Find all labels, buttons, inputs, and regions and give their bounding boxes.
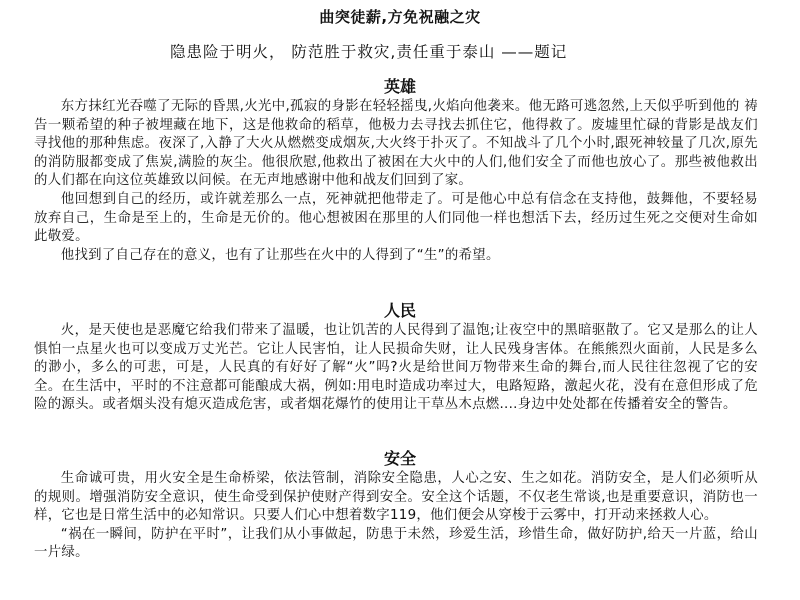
paragraph: 东方抹红光吞噬了无际的昏黑,火光中,孤寂的身影在轻轻摇曳,火焰向他袭来。他无路可逃忽然,上天似乎听到他的 祷告一颗希望的种子被埋藏在地下，这是他救命的稻草，他极力去寻找去抓住它，他得救了。废墟里忙碌的背影是战友们寻找他的那种焦虑。夜深了,入静了大火从燃燃变成烟灰,大火终于扑灭了。不知战斗了几个小时,跟死神较量了几次,原先的消防服都变成了焦炭,满脸的灰尘。他很欣慰,他救出了被困在大火中的人们,他们安全了而他也放心了。那些被他救出的人们都在向这位英雄致以问候。在无声地感谢中他和战友们回到了家。 [34,99,758,189]
paragraph: 他找到了自己存在的意义，也有了让那些在火中的人得到了“生”的希望。 [60,247,500,263]
paragraph: 生命诚可贵，用火安全是生命桥梁，依法管制，消除安全隐患，人心之安、生之如花。消防安全，是人们必须听从的规则。增强消防安全意识，使生命受到保护使财产得到安全。安全这个话题，不仅老生常谈,也是重要意识，消防也一样，它也是日常生活中的必知常识。只要人们心中想着数字119，他们便会从穿梭于云雾中，打开动来拯救人心。 [34,471,758,524]
section-safety-body [34,470,758,563]
section-heading-people: 人民 [383,301,416,320]
section-hero-body [34,98,758,265]
section-people-body [34,322,758,415]
epigraph: 隐患险于明火， 防范胜于救灾,责任重于泰山 ——题记 [170,43,568,61]
paragraph: “祸在一瞬间，防护在平时”，让我们从小事做起，防患于未然，珍爱生活，珍惜生命，做好防护,给天一片蓝，给山一片绿。 [34,526,758,561]
paragraph: 火，是天使也是恶魔它给我们带来了温暖，也让饥苦的人民得到了温饱;让夜空中的黑暗驱散了。它又是那么的让人惧怕一点星火也可以变成万丈光芒。它让人民害怕，让人民损命失财，让人民残身害体。在熊熊烈火面前，人民是多么的渺小，多么的可悲，可是，人民真的有好好了解“火”吗?火是给世间万物带来生命的舞台,而人民往往忽视了它的安全。在生活中，平时的不注意都可能酿成大祸，例如:用电时造成功率过大，电路短路，激起火花，没有在意但形成了危险的源头。或者烟头没有熄灭造成危害，或者烟花爆竹的使用让干草丛木点燃....身边中处处都在传播着安全的警告。 [34,323,758,413]
document-title: 曲突徒薪,方免祝融之灾 [319,8,481,26]
paragraph: 他回想到自己的经历，或许就差那么一点，死神就把他带走了。可是他心中总有信念在支持他，鼓舞他，不要轻易放弃自己，生命是至上的，生命是无价的。他心想被困在那里的人们同他一样也想活下去，经历过生死之交便对生命如此敬爱。 [34,191,758,245]
section-heading-safety: 安全 [383,449,416,468]
section-heading-hero: 英雄 [383,77,416,96]
